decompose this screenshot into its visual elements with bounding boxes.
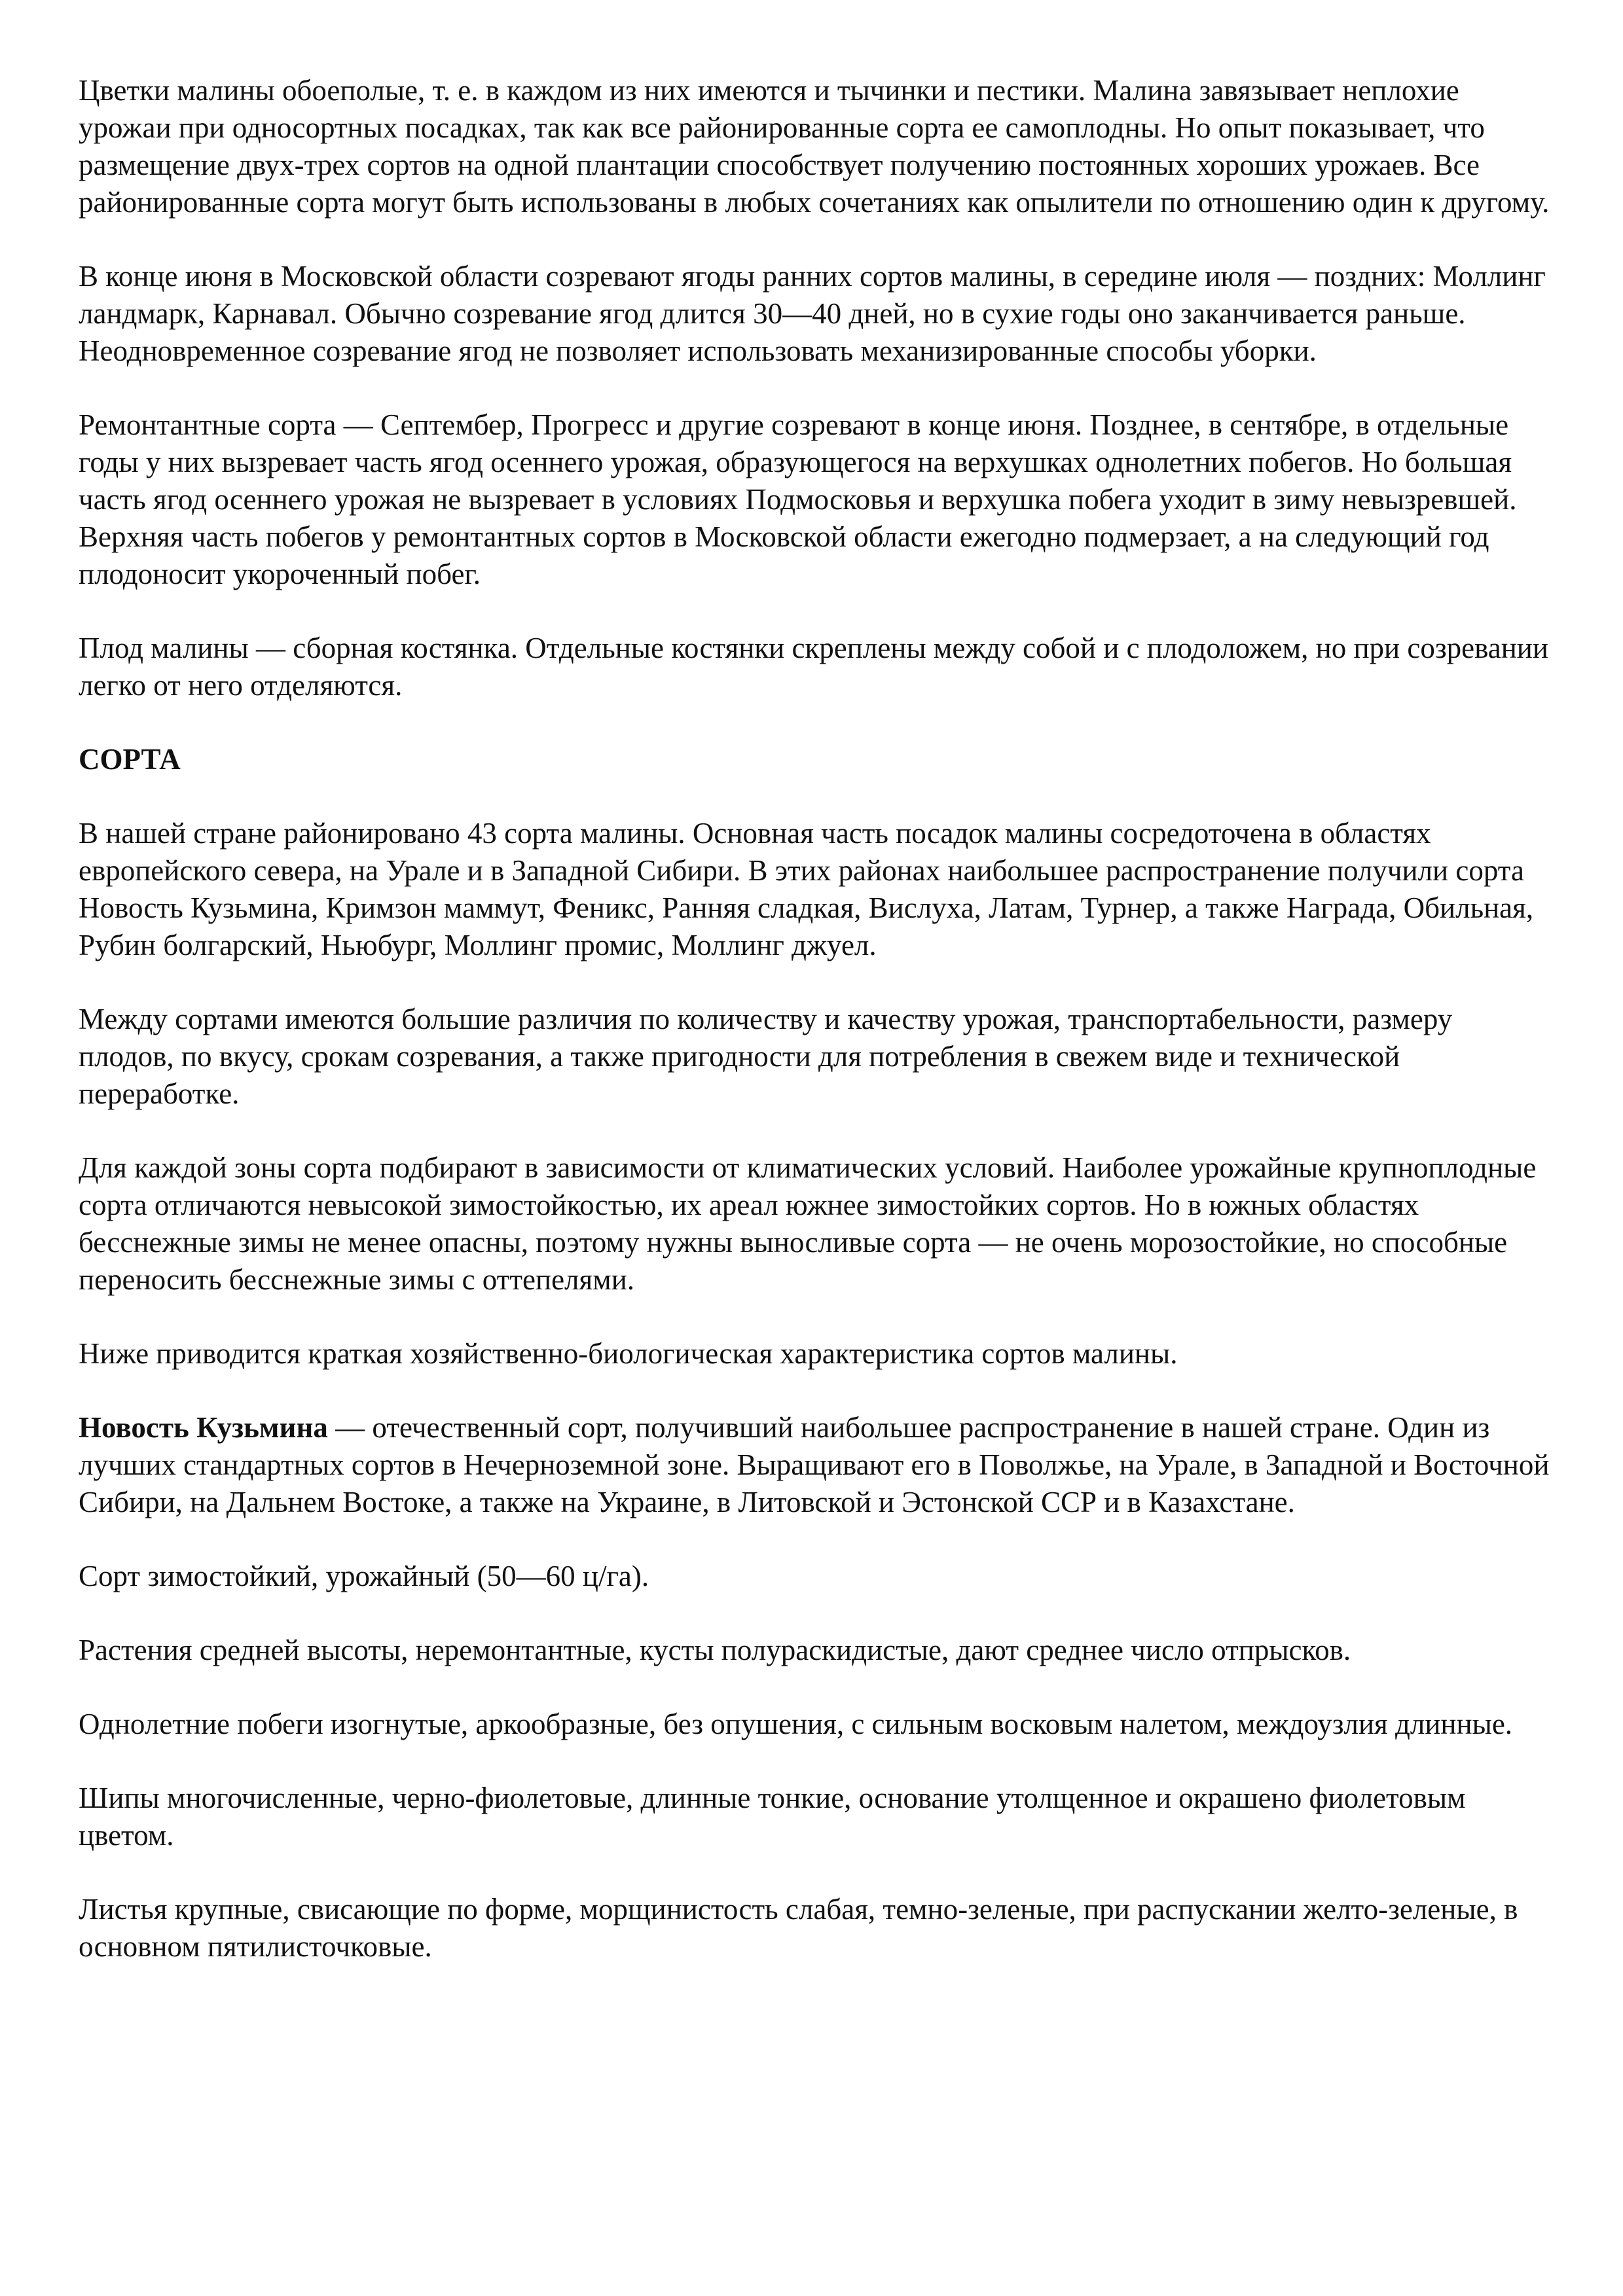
section-heading-varieties: СОРТА (79, 743, 181, 776)
paragraph-thorns: Шипы многочисленные, черно-фиолетовые, длинные тонкие, основание утолщенное и окрашено фиолетовым цветом. (79, 1782, 1466, 1852)
paragraph-annual-shoots: Однолетние побеги изогнутые, аркообразные, без опушения, с сильным восковым налетом, междоузлия длинные. (79, 1708, 1513, 1740)
paragraph-remontant-varieties: Ремонтантные сорта — Септембер, Прогресс и другие созревают в конце июня. Позднее, в сентябре, в отдельные годы у них вызревает часть ягод осеннего урожая, образующегося на верхушках однолетних побегов. Но большая часть ягод осеннего урожая не вызревает в условиях Подмосковья и верхушка побега уходит в зиму невызревшей. Верхняя часть побегов у ремонтантных сортов в Московской области ежегодно подмерзает, а на следующий год плодоносит укороченный побег. (79, 408, 1517, 590)
paragraph-variety-differences: Между сортами имеются большие различия по количеству и качеству урожая, транспортабельности, размеру плодов, по вкусу, срокам созревания, а также пригодности для потребления в свежем виде и технической переработке. (79, 1003, 1453, 1110)
paragraph-fruit-description: Плод малины — сборная костянка. Отдельные костянки скреплены между собой и с плодоложем, но при созревании легко от него отделяются. (79, 632, 1548, 702)
paragraph-ripening-time: В конце июня в Московской области созревают ягоды ранних сортов малины, в середине июля — поздних: Моллинг ландмарк, Карнавал. Обычно созревание ягод длится 30—40 дней, но в сухие годы оно заканчивается раньше. Неодновременное созревание ягод не позволяет использовать механизированные способы уборки. (79, 260, 1546, 367)
paragraph-climate-selection: Для каждой зоны сорта подбирают в зависимости от климатических условий. Наиболее урожайные крупноплодные сорта отличаются невысокой зимостойкостью, их ареал южнее зимостойких сортов. Но в южных областях бесснежные зимы не менее опасны, поэтому нужны выносливые сорта — не очень морозостойкие, но способные переносить бесснежные зимы с оттепелями. (79, 1151, 1537, 1296)
paragraph-plant-height: Растения средней высоты, неремонтантные, кусты полураскидистые, дают среднее число отпрысков. (79, 1634, 1351, 1666)
paragraph-winter-hardiness: Сорт зимостойкий, урожайный (50—60 ц/га). (79, 1560, 649, 1592)
paragraph-characteristics-intro: Ниже приводится краткая хозяйственно-биологическая характеристика сортов малины. (79, 1337, 1178, 1370)
paragraph-zoned-varieties: В нашей стране районировано 43 сорта малины. Основная часть посадок малины сосредоточена в областях европейского севера, на Урале и в Западной Сибири. В этих районах наибольшее распространение получили сорта Новость Кузьмина, Кримзон маммут, Феникс, Ранняя сладкая, Вислуха, Латам, Турнер, а также Награда, Обильная, Рубин болгарский, Ньюбург, Моллинг промис, Моллинг джуел. (79, 817, 1534, 961)
paragraph-variety-novost-kuzmina (79, 1409, 1552, 1521)
paragraph-flower-pollination: Цветки малины обоеполые, т. е. в каждом из них имеются и тычинки и пестики. Малина завязывает неплохие урожаи при односортных посадках, так как все районированные сорта ее самоплодны. Но опыт показывает, что размещение двух-трех сортов на одной плантации способствует получению постоянных хороших урожаев. Все районированные сорта могут быть использованы в любых сочетаниях как опылители по отношению один к другому. (79, 74, 1550, 219)
paragraph-leaves: Листья крупные, свисающие по форме, морщинистость слабая, темно-зеленые, при распускании желто-зеленые, в основном пятилисточковые. (79, 1893, 1518, 1963)
document-page (79, 72, 1552, 2002)
variety-name: Новость Кузьмина (79, 1411, 328, 1444)
variety-description: — отечественный сорт, получивший наибольшее распространение в нашей стране. Один из лучших стандартных сортов в Нечерноземной зоне. Выращивают его в Поволжье, на Урале, в Западной и Восточной Сибири, на Дальнем Востоке, а также на Украине, в Литовской и Эстонской ССР и в Казахстане. (79, 1411, 1550, 1518)
